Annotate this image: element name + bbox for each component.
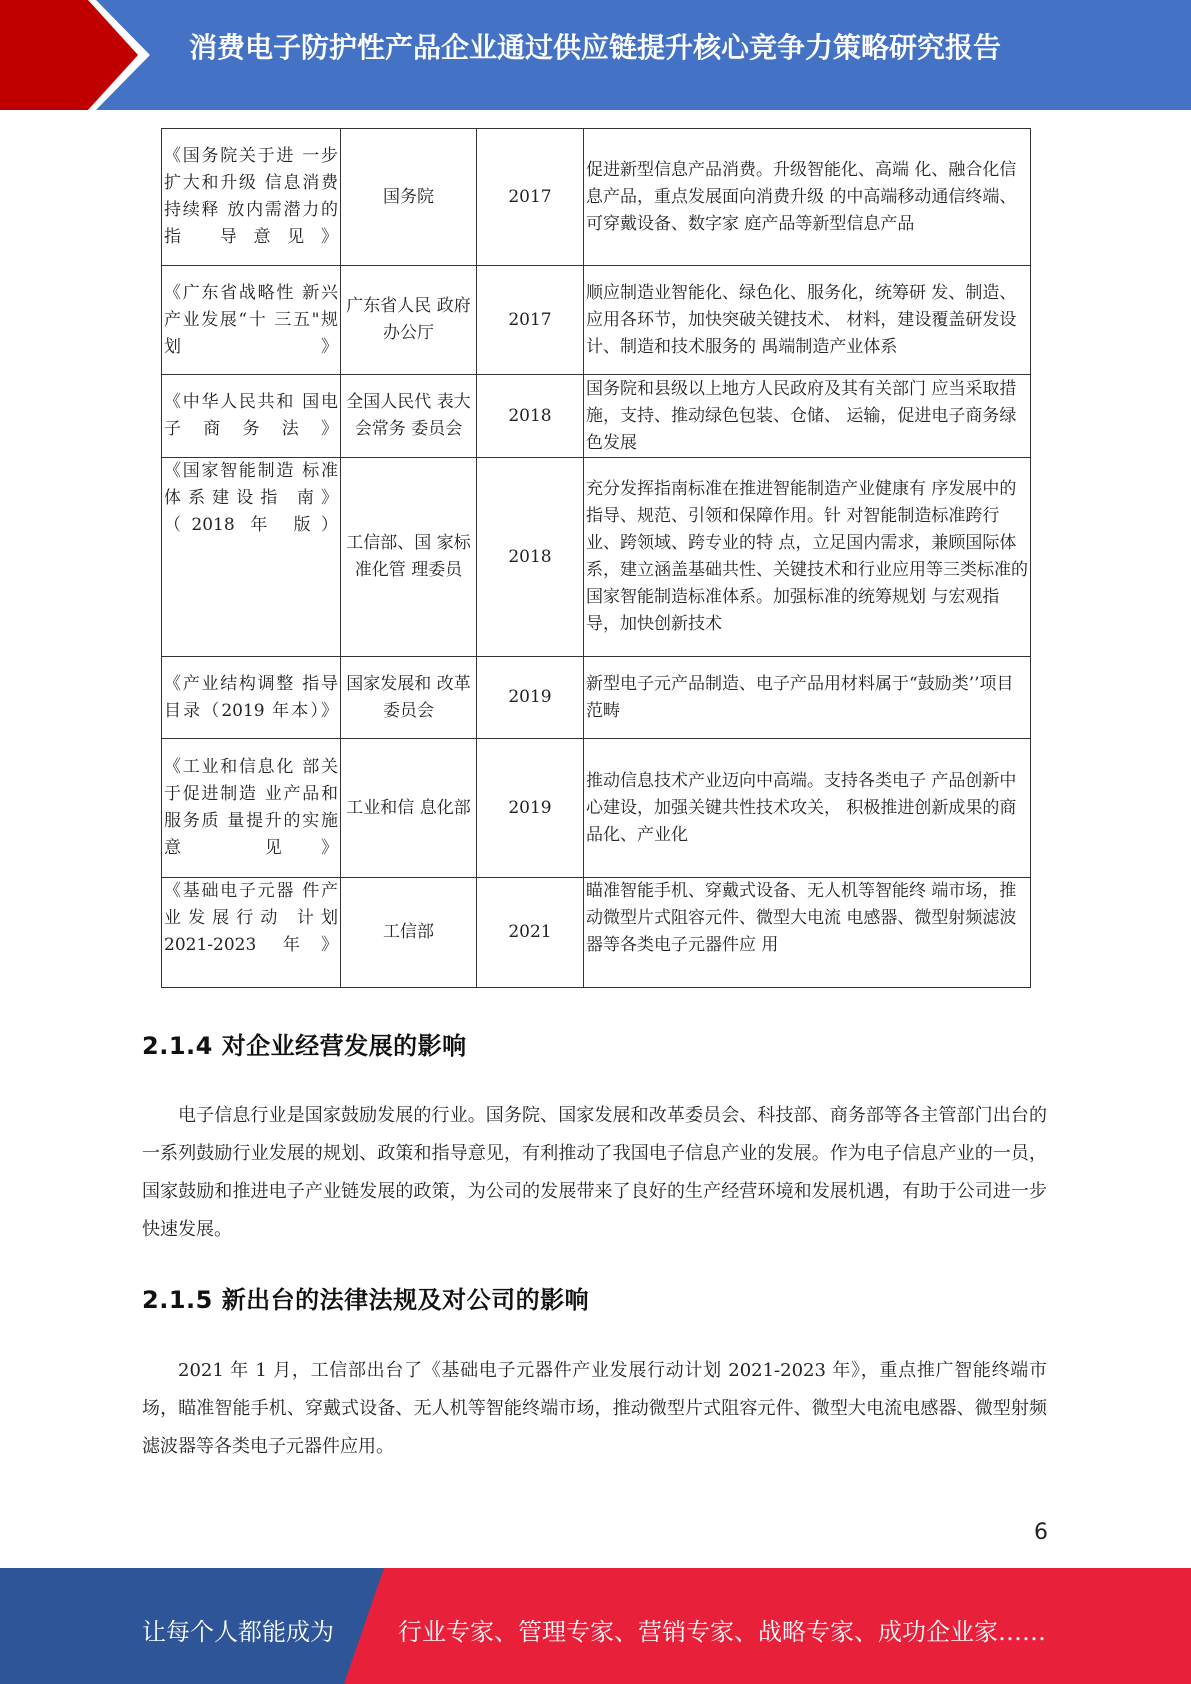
page-header: [0, 0, 1191, 110]
content-cell: 促进新型信息产品消费。升级智能化、高端 化、融合化信息产品，重点发展面向消费升级 的中高端移动通信终端、可穿戴设备、数字家 庭产品等新型信息产品: [584, 129, 1031, 266]
policy-name-cell: 《中华人民共和 国电子商务法》: [162, 375, 341, 458]
content-cell: 瞄准智能手机、穿戴式设备、无人机等智能终 端市场，推动微型片式阻容元件、微型大电流 电感器、微型射频滤波器等各类电子元器件应 用: [584, 878, 1031, 988]
footer-slogan-left: 让每个人都能成为: [142, 1618, 334, 1646]
policy-name-cell: 《工业和信息化 部关于促进制造 业产品和服务质 量提升的实施意 见》: [162, 739, 341, 878]
issuer-cell: 国家发展和 改革委员会: [341, 657, 477, 739]
issuer-cell: 广东省人民 政府办公厅: [341, 266, 477, 375]
policy-name-cell: 《国务院关于进 一步扩大和升级 信息消费持续释 放内需潜力的指 导意见》: [162, 129, 341, 266]
section-heading-2-1-4: 2.1.4 对企业经营发展的影响: [142, 1032, 467, 1060]
table-row: [162, 458, 1031, 657]
report-title: 消费电子防护性产品企业通过供应链提升核心竞争力策略研究报告: [188, 31, 1001, 64]
table-row: [162, 739, 1031, 878]
issuer-cell: 全国人民代 表大会常务 委员会: [341, 375, 477, 458]
year-cell: 2021: [477, 878, 584, 988]
header-red-arrow: [0, 0, 150, 110]
policy-name-cell: 《国家智能制造 标准体系建设指 南》（2018 年 版）: [162, 458, 341, 657]
table-row: [162, 266, 1031, 375]
content-cell: 顺应制造业智能化、绿色化、服务化，统筹研 发、制造、应用各环节，加快突破关键技术、 材料，建设覆盖研发设计、制造和技术服务的 禺端制造产业体系: [584, 266, 1031, 375]
section-paragraph-2-1-5: 2021 年 1 月，工信部出台了《基础电子元器件产业发展行动计划 2021-2023 年》，重点推广智能终端市场，瞄准智能手机、穿戴式设备、无人机等智能终端市场，推动微型片式阻容元件、微型大电流电感器、微型射频滤波器等各类电子元器件应用。: [142, 1360, 1047, 1457]
footer-slogan-right: 行业专家、管理专家、营销专家、战略专家、成功企业家……: [398, 1618, 1046, 1646]
page-number: 6: [1034, 1520, 1048, 1545]
issuer-cell: 工信部、国 家标准化管 理委员: [341, 458, 477, 657]
content-cell: 国务院和县级以上地方人民政府及其有关部门 应当采取措施，支持、推动绿色包装、仓储、 运输，促进电子商务绿色发展: [584, 375, 1031, 458]
table-row: [162, 657, 1031, 739]
policy-table: [161, 128, 1031, 988]
content-cell: 充分发挥指南标准在推进智能制造产业健康有 序发展中的指导、规范、引领和保障作用。针 对智能制造标准跨行业、跨领域、跨专业的特 点，立足国内需求，兼顾国际体系，建立涵盖基础共性、关键技术和行业应用等三类标准的 国家智能制造标准体系。加强标准的统筹规划 与宏观指导，加快创新技术: [584, 458, 1031, 657]
section-heading-2-1-5: 2.1.5 新出台的法律法规及对公司的影响: [142, 1286, 590, 1314]
policy-name-cell: 《基础电子元器 件产业发展行动 计划 2021-2023 年》: [162, 878, 341, 988]
table-row: [162, 129, 1031, 266]
issuer-cell: 国务院: [341, 129, 477, 266]
issuer-cell: 工信部: [341, 878, 477, 988]
policy-name-cell: 《产业结构调整 指导目录（2019 年本）》: [162, 657, 341, 739]
content-cell: 新型电子元产品制造、电子产品用材料属于“鼓励类’’项目范畴: [584, 657, 1031, 739]
year-cell: 2019: [477, 739, 584, 878]
year-cell: 2018: [477, 458, 584, 657]
year-cell: 2019: [477, 657, 584, 739]
content-cell: 推动信息技术产业迈向中高端。支持各类电子 产品创新中心建设，加强关键共性技术攻关， 积极推进创新成果的商品化、产业化: [584, 739, 1031, 878]
year-cell: 2018: [477, 375, 584, 458]
table-row: [162, 878, 1031, 988]
table-row: [162, 375, 1031, 458]
year-cell: 2017: [477, 129, 584, 266]
page-footer: [0, 1568, 1191, 1684]
section-paragraph-2-1-4: 电子信息行业是国家鼓励发展的行业。国务院、国家发展和改革委员会、科技部、商务部等各主管部门出台的一系列鼓励行业发展的规划、政策和指导意见，有利推动了我国电子信息产业的发展。作为电子信息产业的一员，国家鼓励和推进电子产业链发展的政策，为公司的发展带来了良好的生产经营环境和发展机遇，有助于公司进一步快速发展。: [142, 1105, 1047, 1240]
issuer-cell: 工业和信 息化部: [341, 739, 477, 878]
year-cell: 2017: [477, 266, 584, 375]
policy-name-cell: 《广东省战略性 新兴产业发展“十 三五"规划》: [162, 266, 341, 375]
